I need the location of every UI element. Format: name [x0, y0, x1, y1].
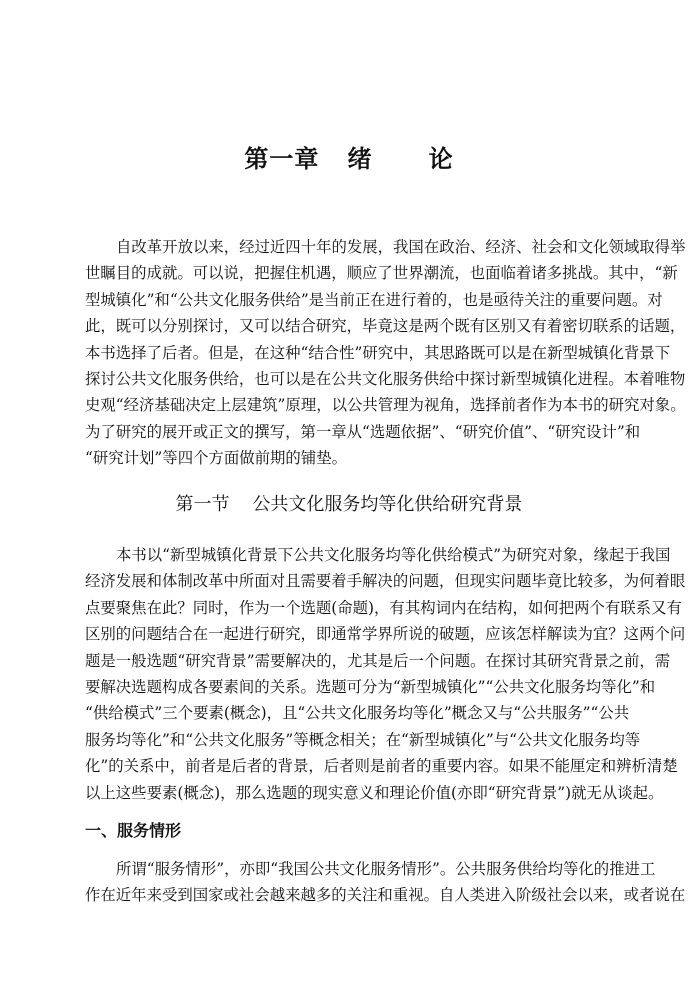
text-line: 区别的问题结合在一起进行研究，即通常学界所说的破题，应该怎样解读为宜？这两个问 — [85, 625, 686, 644]
text-line: 自改革开放以来，经过近四十年的发展，我国在政治、经济、社会和文化领域取得举 — [116, 238, 686, 256]
text-line: 为了研究的展开或正文的撰写，第一章从“选题依据”、“研究价值”、“研究设计”和 — [85, 422, 641, 441]
text-line: 本书选择了后者。但是，在这种“结合性”研究中，其思路既可以是在新型城镇化背景下 — [85, 343, 671, 362]
text-line: 点要聚焦在此？同时，作为一个选题(命题)，有其构词内在结构，如何把两个有联系又有 — [85, 598, 682, 617]
text-line: 以上这些要素(概念)，那么选题的现实意义和理论价值(亦即“研究背景”)就无从谈起。 — [85, 783, 664, 802]
background-paragraph — [85, 542, 686, 806]
intro-paragraph — [85, 234, 686, 472]
text-line: “研究计划”等四个方面做前期的铺垫。 — [85, 449, 347, 468]
text-line: 要解决选题构成各要素间的关系。选题可分为“新型城镇化”“公共文化服务均等化”和 — [85, 677, 656, 696]
sub-heading: 一、服务情形 — [85, 821, 182, 840]
service-situation-paragraph — [85, 856, 686, 909]
chapter-title: 第一章 绪 论 — [244, 144, 454, 173]
text-line: 作在近年来受到国家或社会越来越多的关注和重视。自人类进入阶级社会以来，或者说在 — [85, 886, 686, 905]
text-line: 此，既可以分别探讨，又可以结合研究，毕竟这是两个既有区别又有着密切联系的话题， — [85, 317, 686, 336]
text-line: “供给模式”三个要素(概念)，且“公共文化服务均等化”概念又与“公共服务”“公共 — [85, 704, 630, 723]
text-line: 史观“经济基础决定上层建筑”原理，以公共管理为视角，选择前者作为本书的研究对象。 — [85, 396, 686, 415]
section-title: 第一节 公共文化服务均等化供给研究背景 — [175, 494, 523, 515]
text-line: 所谓“服务情形”，亦即“我国公共文化服务情形”。公共服务供给均等化的推进工 — [116, 860, 656, 878]
text-line: 本书以“新型城镇化背景下公共文化服务均等化供给模式”为研究对象，缘起于我国 — [116, 546, 671, 564]
text-line: 型城镇化”和“公共文化服务供给”是当前正在进行着的，也是亟待关注的重要问题。对 — [85, 290, 663, 309]
text-line: 经济发展和体制改革中所面对且需要着手解决的问题，但现实问题毕竟比较多，为何着眼 — [85, 572, 686, 591]
text-line: 服务均等化”和“公共文化服务”等概念相关；在“新型城镇化”与“公共文化服务均等 — [85, 730, 641, 749]
text-line: 题是一般选题“研究背景”需要解决的，尤其是后一个问题。在探讨其研究背景之前，需 — [85, 651, 671, 670]
text-line: 世瞩目的成就。可以说，把握住机遇，顺应了世界潮流，也面临着诸多挑战。其中，“新 — [85, 264, 678, 283]
text-line: 化”的关系中，前者是后者的背景，后者则是前者的重要内容。如果不能厘定和辨析清楚 — [85, 757, 678, 776]
text-line: 探讨公共文化服务供给，也可以是在公共文化服务供给中探讨新型城镇化进程。本着唯物 — [85, 369, 686, 388]
